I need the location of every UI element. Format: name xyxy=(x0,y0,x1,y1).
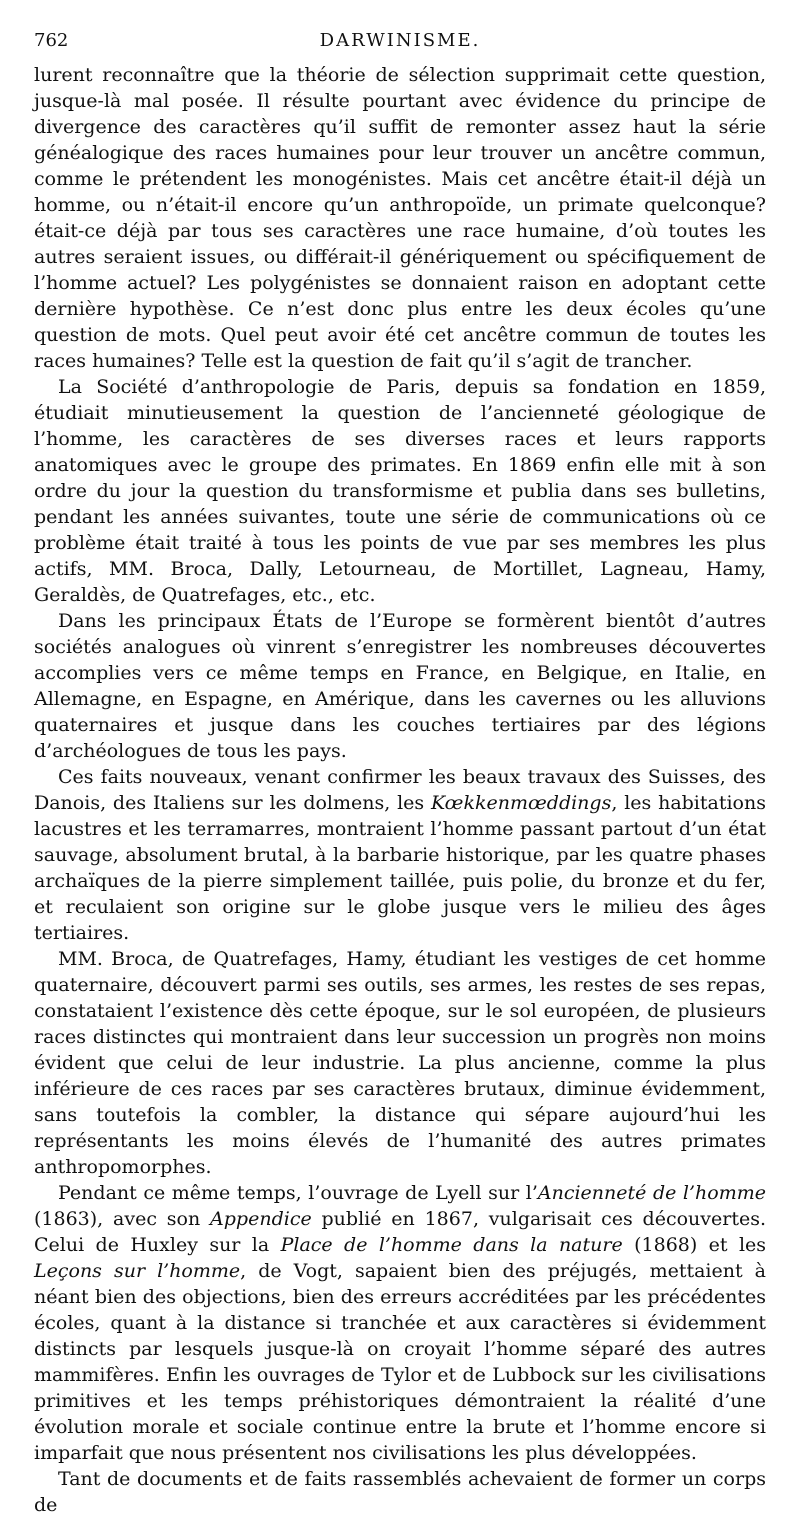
book-title: Leçons sur l’homme xyxy=(34,1260,241,1282)
paragraph: Tant de documents et de faits rassemblés achevaient de former un corps de xyxy=(34,1468,766,1516)
book-title: Place de l’homme dans la nature xyxy=(280,1234,623,1256)
paragraph-text: publié en 1867, vulgarisait ces découvertes. Celui de Huxley sur la xyxy=(34,1208,766,1256)
paragraph-text: (1863), avec son xyxy=(34,1208,211,1230)
paragraph xyxy=(34,1180,766,1466)
running-title: DARWINISME. xyxy=(319,30,481,51)
page-header xyxy=(34,30,766,58)
paragraph-text: (1868) et les xyxy=(622,1234,767,1256)
paragraph: MM. Broca, de Quatrefages, Hamy, étudiant les vestiges de cet homme quaternaire, découvert parmi ses outils, ses armes, les restes de ses repas, constataient l’existence dès cette époque, sur le sol européen, de plusieurs races distinctes qui montraient dans leur succession un progrès non moins évident que celui de leur industrie. La plus ancienne, comme la plus inférieure de ces races par ses caractères brutaux, diminue évidemment, sans toutefois la combler, la distance qui sépare aujourd’hui les représentants les moins élevés de l’humanité des autres primates anthropomorphes. xyxy=(34,948,766,1178)
paragraph: La Société d’anthropologie de Paris, depuis sa fondation en 1859, étudiait minutieusement la question de l’ancienneté géologique de l’homme, les caractères de ses diverses races et leurs rapports anatomiques avec le groupe des primates. En 1869 enfin elle mit à son ordre du jour la question du transformisme et publia dans ses bulletins, pendant les années suivantes, toute une série de communications où ce problème était traité à tous les points de vue par ses membres les plus actifs, MM. Broca, Dally, Letourneau, de Mortillet, Lagneau, Hamy, Geraldès, de Quatrefages, etc., etc. xyxy=(34,376,766,606)
italic-term: Kœkkenmœddings xyxy=(431,792,612,814)
body-text xyxy=(34,62,766,1518)
paragraph-text: Pendant ce même temps, l’ouvrage de Lyell sur l’ xyxy=(58,1182,538,1204)
paragraph: Dans les principaux États de l’Europe se formèrent bientôt d’autres sociétés analogues où vinrent s’enregistrer les nombreuses découvertes accomplies vers ce même temps en France, en Belgique, en Italie, en Allemagne, en Espagne, en Amérique, dans les cavernes ou les alluvions quaternaires et jusque dans les couches tertiaires par des légions d’archéologues de tous les pays. xyxy=(34,610,766,762)
book-title: Appendice xyxy=(210,1208,312,1230)
page-number: 762 xyxy=(34,30,69,51)
paragraph-text: , de Vogt, sapaient bien des préjugés, mettaient à néant bien des objections, bien des erreurs accréditées par les précédentes écoles, quant à la distance si tranchée et aux caractères si évidemment distincts par lesquels jusque-là on croyait l’homme séparé des autres mammifères. Enfin les ouvrages de Tylor et de Lubbock sur les civilisations primitives et les temps préhistoriques démontraient la réalité d’une évolution morale et sociale continue entre la brute et l’homme encore si imparfait que nous présentent nos civilisations les plus développées. xyxy=(34,1260,766,1464)
paragraph-text: , les habitations lacustres et les terramarres, montraient l’homme passant partout d’un état sauvage, absolument brutal, à la barbarie historique, par les quatre phases archaïques de la pierre simplement taillée, puis polie, du bronze et du fer, et reculaient son origine sur le globe jusque vers le milieu des âges tertiaires. xyxy=(34,792,766,944)
paragraph xyxy=(34,764,766,946)
paragraph-text: Ces faits nouveaux, venant confirmer les beaux travaux des Suisses, des Danois, des Italiens sur les dolmens, les xyxy=(34,766,766,814)
book-title: Ancienneté de l’homme xyxy=(537,1182,766,1204)
paragraph: lurent reconnaître que la théorie de sélection supprimait cette question, jusque-là mal posée. Il résulte pourtant avec évidence du principe de divergence des caractères qu’il suffit de remonter assez haut la série généalogique des races humaines pour leur trouver un ancêtre commun, comme le prétendent les monogénistes. Mais cet ancêtre était-il déjà un homme, ou n’était-il encore qu’un anthropoïde, un primate quelconque? était-ce déjà par tous ses caractères une race humaine, d’où toutes les autres seraient issues, ou différait-il génériquement ou spécifiquement de l’homme actuel? Les polygénistes se donnaient raison en adoptant cette dernière hypothèse. Ce n’est donc plus entre les deux écoles qu’une question de mots. Quel peut avoir été cet ancêtre commun de toutes les races humaines? Telle est la question de fait qu’il s’agit de trancher. xyxy=(34,64,766,372)
